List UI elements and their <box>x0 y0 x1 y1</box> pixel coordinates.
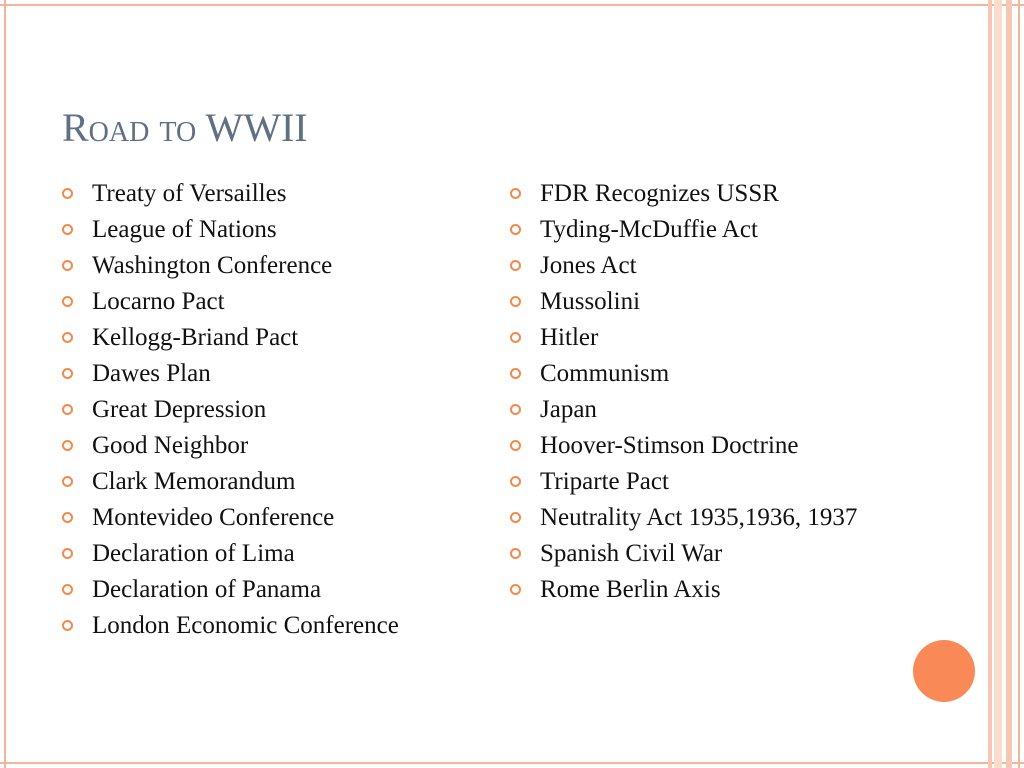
right-bullet-text-8: Hoover-Stimson Doctrine <box>540 432 799 459</box>
circle-outline-icon <box>510 512 521 523</box>
circle-outline-icon <box>62 188 73 199</box>
circle-outline-icon <box>62 584 73 595</box>
left-bullet-text-8: Good Neighbor <box>92 432 249 459</box>
circle-outline-icon <box>510 224 521 235</box>
circle-outline-icon <box>510 368 521 379</box>
circle-outline-icon <box>62 548 73 559</box>
left-bullet-text-3: Washington Conference <box>92 252 333 279</box>
orange-accent-circle <box>913 640 975 702</box>
left-bullet-text-11: Declaration of Lima <box>92 540 295 567</box>
left-bullet-item-6 <box>62 360 454 388</box>
circle-outline-icon <box>510 260 521 271</box>
right-bullet-item-6 <box>510 360 902 388</box>
right-band-2 <box>994 0 1002 768</box>
right-bullet-text-11: Spanish Civil War <box>540 540 723 567</box>
right-bullet-text-2: Tyding-McDuffie Act <box>540 216 758 243</box>
left-bullet-text-1: Treaty of Versailles <box>92 180 287 207</box>
circle-outline-icon <box>62 224 73 235</box>
right-bullet-item-7 <box>510 396 902 424</box>
left-bullet-item-10 <box>62 504 454 532</box>
left-bullet-item-4 <box>62 288 454 316</box>
left-bullet-item-8 <box>62 432 454 460</box>
left-bullet-text-2: League of Nations <box>92 216 277 243</box>
left-bullet-item-12 <box>62 576 454 604</box>
left-bullet-item-1 <box>62 180 454 208</box>
circle-outline-icon <box>62 620 73 631</box>
left-bullet-text-7: Great Depression <box>92 396 267 423</box>
left-border-line <box>4 0 6 768</box>
left-bullet-list <box>62 180 454 640</box>
slide-title-part-1: Road to <box>62 105 197 150</box>
circle-outline-icon <box>62 476 73 487</box>
left-bullet-text-4: Locarno Pact <box>92 288 225 315</box>
circle-outline-icon <box>510 404 521 415</box>
right-bullet-text-9: Triparte Pact <box>540 468 669 495</box>
left-bullet-item-13 <box>62 612 454 640</box>
right-bullet-text-12: Rome Berlin Axis <box>540 576 721 603</box>
right-bullet-text-4: Mussolini <box>540 288 641 315</box>
right-band-1 <box>988 0 992 768</box>
right-bullet-item-10 <box>510 504 902 532</box>
right-bullet-text-1: FDR Recognizes USSR <box>540 180 779 207</box>
right-band-4 <box>1018 0 1020 768</box>
right-bullet-item-11 <box>510 540 902 568</box>
circle-outline-icon <box>62 368 73 379</box>
left-bullet-text-9: Clark Memorandum <box>92 468 296 495</box>
right-bullet-item-3 <box>510 252 902 280</box>
right-bullet-list <box>510 180 902 604</box>
left-bullet-item-11 <box>62 540 454 568</box>
right-decorative-bands <box>980 0 1024 768</box>
top-border-line <box>0 4 1024 6</box>
circle-outline-icon <box>510 548 521 559</box>
left-column <box>62 180 454 640</box>
circle-outline-icon <box>510 584 521 595</box>
right-bullet-text-5: Hitler <box>540 324 599 351</box>
right-bullet-item-1 <box>510 180 902 208</box>
circle-outline-icon <box>510 332 521 343</box>
slide-title <box>62 104 308 152</box>
right-bullet-item-12 <box>510 576 902 604</box>
circle-outline-icon <box>510 296 521 307</box>
left-bullet-text-6: Dawes Plan <box>92 360 211 387</box>
left-bullet-text-12: Declaration of Panama <box>92 576 322 603</box>
left-bullet-item-3 <box>62 252 454 280</box>
left-bullet-item-9 <box>62 468 454 496</box>
bullet-columns <box>62 180 902 640</box>
right-band-3 <box>1006 0 1012 768</box>
left-bullet-item-7 <box>62 396 454 424</box>
right-bullet-text-3: Jones Act <box>540 252 637 279</box>
left-bullet-text-5: Kellogg-Briand Pact <box>92 324 299 351</box>
right-bullet-item-5 <box>510 324 902 352</box>
left-bullet-text-10: Montevideo Conference <box>92 504 335 531</box>
circle-outline-icon <box>62 440 73 451</box>
circle-outline-icon <box>62 512 73 523</box>
left-bullet-item-2 <box>62 216 454 244</box>
left-bullet-item-5 <box>62 324 454 352</box>
circle-outline-icon <box>62 260 73 271</box>
right-bullet-item-2 <box>510 216 902 244</box>
circle-outline-icon <box>510 440 521 451</box>
right-bullet-text-10: Neutrality Act 1935,1936, 1937 <box>540 504 858 531</box>
circle-outline-icon <box>510 188 521 199</box>
circle-outline-icon <box>62 404 73 415</box>
right-bullet-text-7: Japan <box>540 396 597 423</box>
slide-title-part-2: WWII <box>205 105 308 150</box>
right-column <box>510 180 902 640</box>
right-bullet-item-8 <box>510 432 902 460</box>
circle-outline-icon <box>62 332 73 343</box>
left-bullet-text-13: London Economic Conference <box>92 612 399 639</box>
right-bullet-item-9 <box>510 468 902 496</box>
right-bullet-text-6: Communism <box>540 360 670 387</box>
right-bullet-item-4 <box>510 288 902 316</box>
circle-outline-icon <box>510 476 521 487</box>
circle-outline-icon <box>62 296 73 307</box>
bottom-border-line <box>0 762 1024 764</box>
